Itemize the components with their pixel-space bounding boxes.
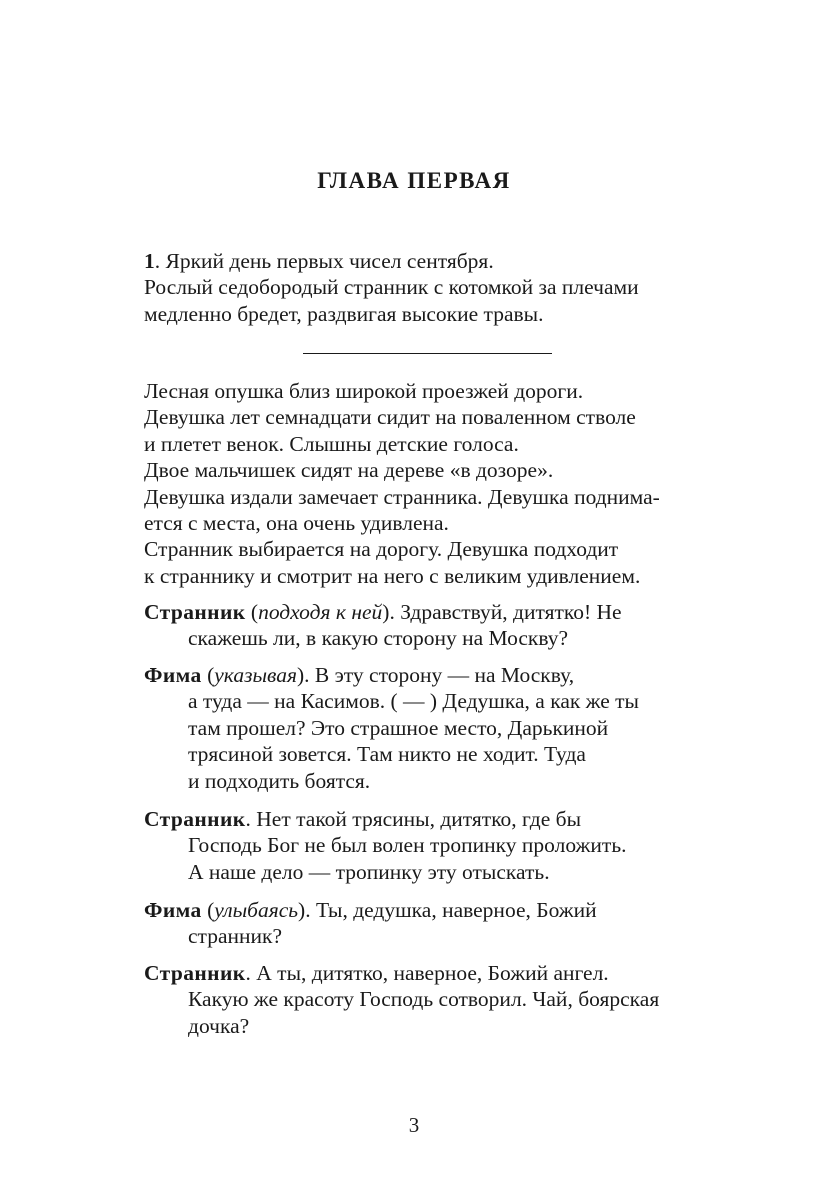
stage-direction-line: Странник выбирается на дорогу. Девушка подходит <box>144 537 619 562</box>
open-paren: ( <box>201 663 215 687</box>
inline-stage-direction: подходя к ней <box>258 600 383 624</box>
stage-direction-line: к страннику и смотрит на него с великим удивлением. <box>144 563 641 588</box>
open-paren: ( <box>201 898 215 922</box>
dialogue-first-line <box>144 897 734 923</box>
section-divider <box>303 353 552 354</box>
dialogue-entry <box>144 806 734 885</box>
scene-intro-line-2: Рослый седобородый странник с котомкой за плечами <box>144 275 639 300</box>
scene-intro-line-1-text: . Яркий день первых чисел сентября. <box>154 249 494 273</box>
speaker-name: Странник <box>144 600 246 624</box>
stage-directions <box>144 378 724 589</box>
dialogue-text: ). Здравствуй, дитятко! Не <box>382 600 622 624</box>
dialogue-text: ). В эту сторону — на Москву, <box>296 663 575 687</box>
scene-intro-line-1 <box>144 248 724 274</box>
speaker-name: Странник <box>144 807 246 831</box>
dialogue-continuation: странник? <box>188 924 282 949</box>
dialogue-continuation: и подходить боятся. <box>188 768 371 793</box>
dialogue-first-line <box>144 806 734 832</box>
open-paren: ( <box>245 600 259 624</box>
inline-stage-direction: улыбаясь <box>214 898 299 922</box>
stage-direction-line: ется с места, она очень удивлена. <box>144 511 449 536</box>
dialogue-continuation: Господь Бог не был волен тропинку проложить. <box>188 833 627 858</box>
scene-intro <box>144 248 724 327</box>
dialogue-first-line <box>144 662 734 688</box>
stage-direction-line: и плетет венок. Слышны детские голоса. <box>144 431 519 456</box>
dialogue-entry <box>144 960 734 1039</box>
dialogue-continuation: Какую же красоту Господь сотворил. Чай, боярская <box>188 987 660 1012</box>
dialogue-entry <box>144 897 734 950</box>
dialogue-entry <box>144 599 734 652</box>
stage-direction-line: Девушка лет семнадцати сидит на поваленном стволе <box>144 405 636 430</box>
dialogue-text: . А ты, дитятко, наверное, Божий ангел. <box>245 961 609 985</box>
dialogue-text: ). Ты, дедушка, наверное, Божий <box>298 898 597 922</box>
dialogue-continuation: а туда — на Касимов. ( — ) Дедушка, а как же ты <box>188 689 640 714</box>
dialogue-text: . Нет такой трясины, дитятко, где бы <box>245 807 582 831</box>
scene-number: 1 <box>144 249 155 273</box>
stage-direction-line: Девушка издали замечает странника. Девушка поднима- <box>144 484 660 509</box>
dialogue-first-line <box>144 599 734 625</box>
stage-direction-line: Двое мальчишек сидят на дереве «в дозоре». <box>144 458 554 483</box>
page-number: 3 <box>408 1113 420 1137</box>
dialogue-continuation: скажешь ли, в какую сторону на Москву? <box>188 626 569 651</box>
scene-intro-line-3: медленно бредет, раздвигая высокие травы. <box>144 301 544 326</box>
speaker-name: Фима <box>144 663 202 687</box>
speaker-name: Фима <box>144 898 202 922</box>
stage-direction-line: Лесная опушка близ широкой проезжей дороги. <box>144 379 584 403</box>
chapter-title: ГЛАВА ПЕРВАЯ <box>317 168 511 193</box>
dialogue-continuation: трясиной зовется. Там никто не ходит. Туда <box>188 742 586 767</box>
dialogue-continuation: там прошел? Это страшное место, Дарькиной <box>188 715 609 740</box>
dialogue-continuation: А наше дело — тропинку эту отыскать. <box>188 859 550 884</box>
dialogue-entry <box>144 662 734 794</box>
inline-stage-direction: указывая <box>214 663 297 687</box>
dialogue-first-line <box>144 960 734 986</box>
speaker-name: Странник <box>144 961 246 985</box>
dialogue-continuation: дочка? <box>188 1013 250 1038</box>
